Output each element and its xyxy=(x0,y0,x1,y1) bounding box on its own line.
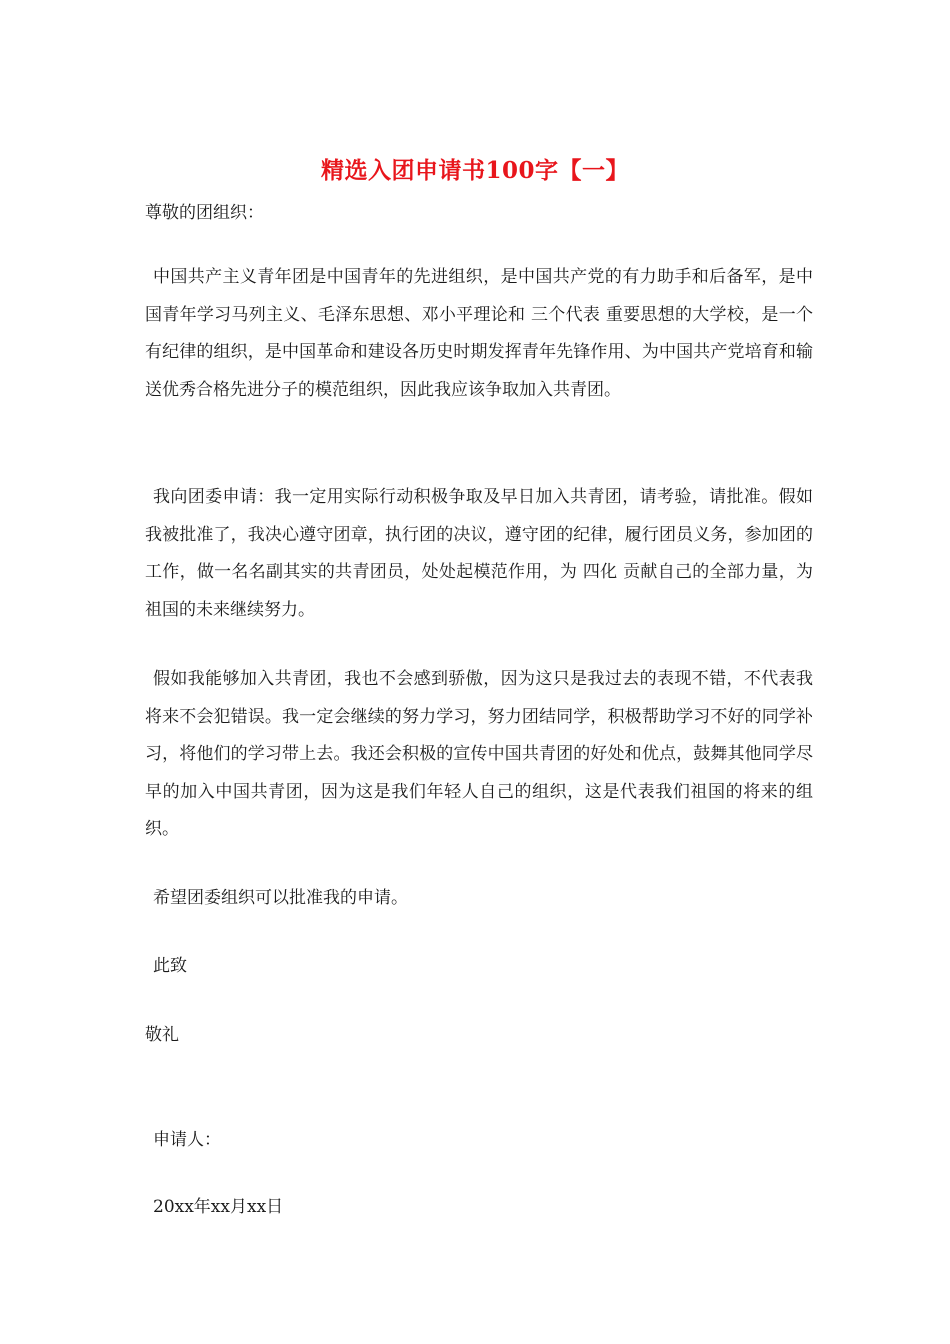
hope-line: 希望团委组织可以批准我的申请。 xyxy=(153,888,408,908)
closing-cizhi: 此致 xyxy=(153,956,187,976)
body-paragraph-3: 假如我能够加入共青团，我也不会感到骄傲，因为这只是我过去的表现不错，不代表我将来不会犯错误。我一定会继续的努力学习，努力团结同学，积极帮助学习不好的同学补习，将他们的学习带上去。我还会积极的宣传中国共青团的好处和优点，鼓舞其他同学尽早的加入中国共青团，因为这是我们年轻人自己的组织，这是代表我们祖国的将来的组织。 xyxy=(145,669,813,839)
document-title: 精选入团申请书100字【一】 xyxy=(320,157,629,184)
salutation: 尊敬的团组织： xyxy=(145,203,264,223)
body-paragraph-1: 中国共产主义青年团是中国青年的先进组织，是中国共产党的有力助手和后备军，是中国青年学习马列主义、毛泽东思想、邓小平理论和 三个代表 重要思想的大学校，是一个有纪律的组织，是中国革命和建设各历史时期发挥青年先锋作用、为中国共产党培育和输送优秀合格先进分子的模范组织，因此我应该争取加入共青团。 xyxy=(145,267,813,400)
body-paragraph-2: 我向团委申请：我一定用实际行动积极争取及早日加入共青团，请考验，请批准。假如我被批准了，我决心遵守团章，执行团的决议，遵守团的纪律，履行团员义务，参加团的工作，做一名名副其实的共青团员，处处起模范作用，为 四化 贡献自己的全部力量，为祖国的未来继续努力。 xyxy=(145,487,813,620)
closing-jingli: 敬礼 xyxy=(145,1025,179,1045)
applicant-label: 申请人： xyxy=(153,1130,221,1150)
date-line: 20xx年xx月xx日 xyxy=(153,1197,284,1217)
